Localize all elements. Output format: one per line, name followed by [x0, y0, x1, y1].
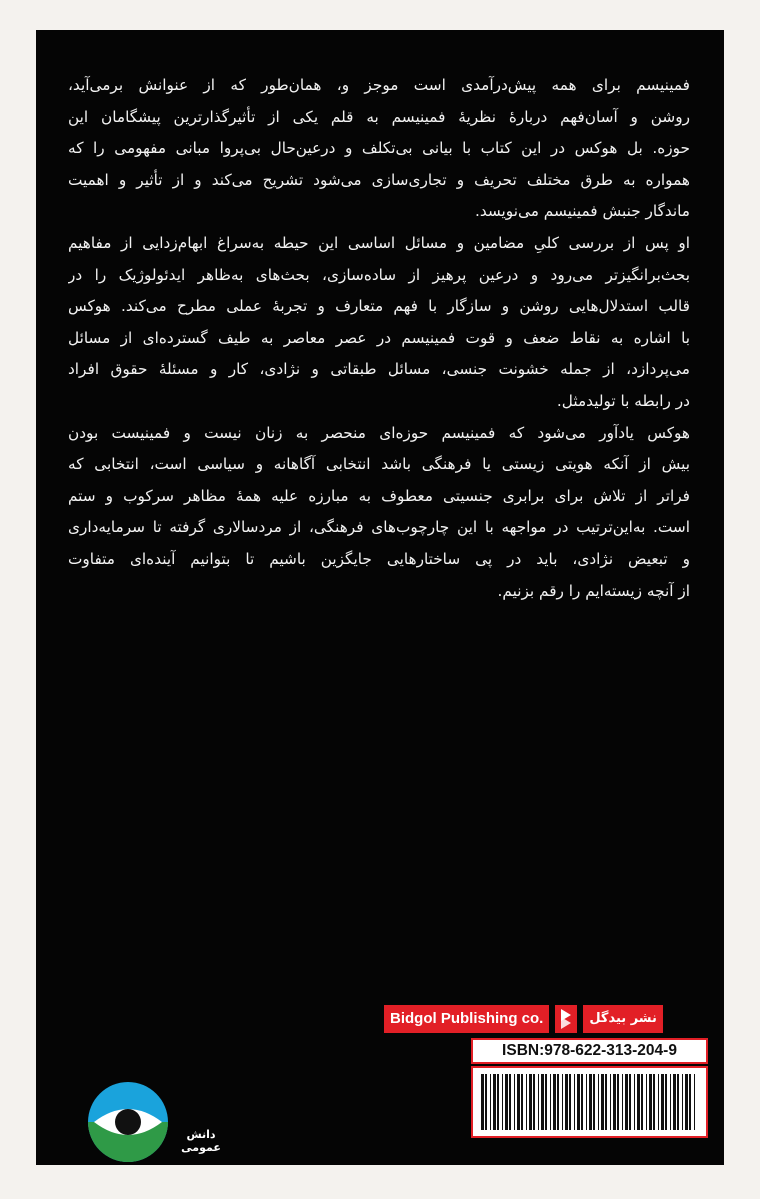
text-line: او پس از بررسی کلیِ مضامین و مسائل اساسی این حیطه به‌سراغ ابهام‌زدایی از مفاهیم: [68, 233, 690, 252]
publisher-name-fa: نشر بیدگل: [583, 1005, 663, 1033]
publisher-logo-icon: [555, 1005, 577, 1033]
paragraph-2: [68, 228, 690, 418]
text-line: بیش از آنکه هویتی زیستی یا فرهنگی باشد انتخابی آگاهانه و سیاسی است، انتخابی که: [68, 455, 690, 474]
text-line: در رابطه با تولیدمثل.: [556, 391, 690, 410]
text-line: فمینیسم برای همه پیش‌درآمدی است موجز و، همان‌طور که از عنوانش برمی‌آید،: [68, 76, 690, 94]
text-line: حوزه. بل هوکس در این کتاب با بیانی بی‌تکلف و درعین‌حال بی‌پروا مبانی مفهومی را که: [68, 139, 690, 158]
publisher-name-en: Bidgol Publishing co.: [384, 1005, 549, 1033]
blurb-text: [68, 70, 690, 607]
text-line: همواره به طرق مختلف تحریف و تجاری‌سازی می‌شود تشریح می‌کند و از تأثیر و اهمیت: [68, 170, 690, 189]
text-line: روشن و آسان‌فهم دربارهٔ نظریهٔ فمینیسم به قلم یکی از تأثیرگذارترین پیشگامان این: [68, 107, 690, 126]
text-line: و تبعیض نژادی، باید در پی ساختارهایی جایگزین باشیم تا بتوانیم آینده‌ای متفاوت: [68, 549, 690, 568]
text-line: بحث‌برانگیزتر می‌رود و درعین پرهیز از ساده‌سازی، بحث‌های به‌ظاهر ایدئولوژیک را در: [68, 265, 690, 284]
back-cover: [36, 30, 724, 1165]
text-line: است. به‌این‌ترتیب در مواجهه با این چارچوب‌های فرهنگی، از مردسالاری گرفته تا سرمایه‌داری: [68, 518, 690, 537]
isbn-label: ISBN:978-622-313-204-9: [471, 1038, 708, 1064]
series-label: دانش عمومی: [181, 1128, 221, 1154]
barcode-icon: [471, 1066, 708, 1138]
text-line: می‌پردازد، از جمله خشونت جنسی، مسائل طبقاتی و نژادی، کار و مسئلهٔ حقوق افراد: [68, 360, 690, 379]
series-eye-icon: [88, 1082, 168, 1162]
publisher-brand: [384, 1005, 663, 1033]
text-line: با اشاره به نقاط ضعف و قوت فمینیسم در عصر معاصر به طیف گسترده‌ای از مسائل: [68, 328, 690, 347]
text-line: فراتر از تلاش برای برابری جنسیتی معطوف به مبارزه علیه همهٔ مظاهر سرکوب و ستم: [68, 486, 690, 505]
text-line: ماندگار جنبش فمینیسم می‌نویسد.: [475, 202, 690, 221]
text-line: از آنچه زیسته‌ایم را رقم بزنیم.: [497, 581, 690, 600]
paragraph-1: [68, 70, 690, 228]
paragraph-3: [68, 418, 690, 608]
text-line: هوکس یادآور می‌شود که فمینیسم حوزه‌ای منحصر به زنان نیست و فمینیست بودن: [68, 423, 690, 442]
text-line: قالب استدلال‌هایی روشن و سازگار با فهم متعارف و تجربهٔ عملی مطرح می‌کند. هوکس: [68, 297, 690, 316]
